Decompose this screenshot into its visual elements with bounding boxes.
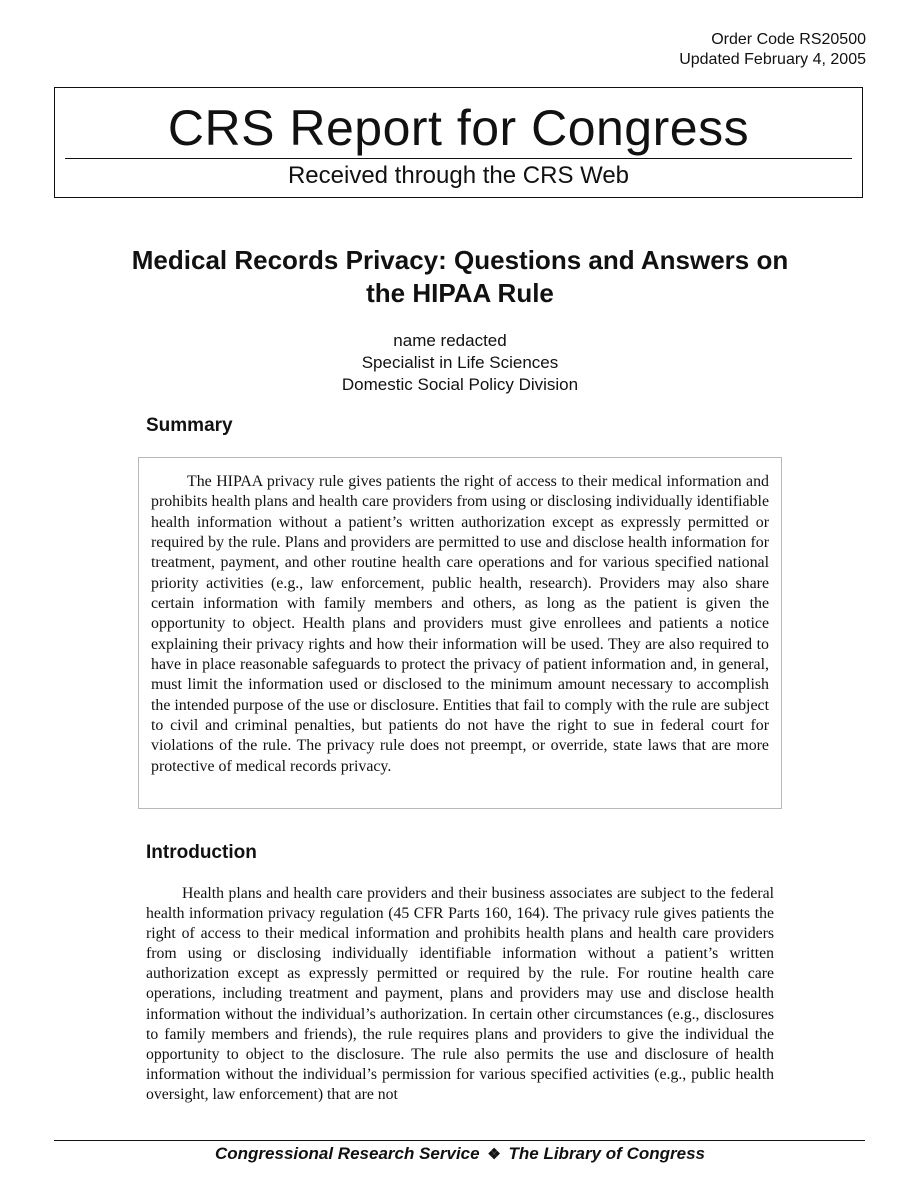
order-code-block (679, 30, 866, 70)
report-series-title: CRS Report for Congress (167, 100, 750, 156)
updated-date: Updated February 4, 2005 (679, 51, 866, 68)
diamond-separator-icon: ❖ (487, 1146, 501, 1163)
masthead-box (54, 87, 863, 198)
footer-divider (54, 1140, 865, 1141)
report-series-subtitle: Received through the CRS Web (287, 162, 630, 189)
author-position: Specialist in Life Sciences (361, 353, 559, 372)
author-block (260, 330, 660, 396)
introduction-heading: Introduction (146, 842, 257, 863)
order-code: Order Code RS20500 (711, 31, 866, 48)
summary-text: The HIPAA privacy rule gives patients the right of access to their medical information and prohibits health plans and health care providers from using or disclosing individually identifiable health information without a patient’s written authorization except as expressly permitted or required by the rule. Plans and providers are permitted to use and disclose health information for treatment, payment, and other routine health care operations and for various specified national priority activities (e.g., law enforcement, public health, research). Providers may also share certain information with family members and others, as long as the patient is given the opportunity to object. Health plans and providers must give enrollees and patients a notice explaining their privacy rights and how their information will be used. They are also required to have in place reasonable safeguards to protect the privacy of patient information and, in general, must limit the information used or disclosed to the minimum amount necessary to accomplish the intended purpose of the use or disclosure. Entities that fail to comply with the rule are subject to civil and criminal penalties, but patients do not have the right to sue in federal court for violations of the rule. The privacy rule does not preempt, or override, state laws that are more protective of medical records privacy. (151, 473, 769, 775)
document-title: Medical Records Privacy: Questions and Answers on the HIPAA Rule (131, 245, 789, 308)
author-division: Domestic Social Policy Division (341, 375, 579, 394)
introduction-body (146, 884, 774, 1120)
masthead-divider (65, 158, 852, 159)
footer (0, 1143, 920, 1166)
author-name: name redacted (393, 331, 507, 350)
introduction-text: Health plans and health care providers and their business associates are subject to the federal health information privacy regulation (45 CFR Parts 160, 164). The privacy rule gives patients the right of access to their medical information and prohibits health plans and health care providers from using or disclosing individually identifiable information without a patient’s written authorization except as expressly permitted or required by the rule. For routine health care operations, including treatment and payment, plans and providers may use and disclose health information without the individual’s authorization. In certain other circumstances (e.g., disclosures to family members and friends), the rule requires plans and providers to give the individual the opportunity to object to the disclosure. The rule also permits the use and disclosure of health information without the individual’s permission for various specified activities (e.g., public health oversight, law enforcement) that are not (146, 885, 774, 1103)
footer-library: The Library of Congress (508, 1144, 705, 1163)
summary-heading: Summary (146, 415, 233, 436)
summary-box (138, 457, 782, 809)
footer-publisher: Congressional Research Service (215, 1144, 480, 1163)
